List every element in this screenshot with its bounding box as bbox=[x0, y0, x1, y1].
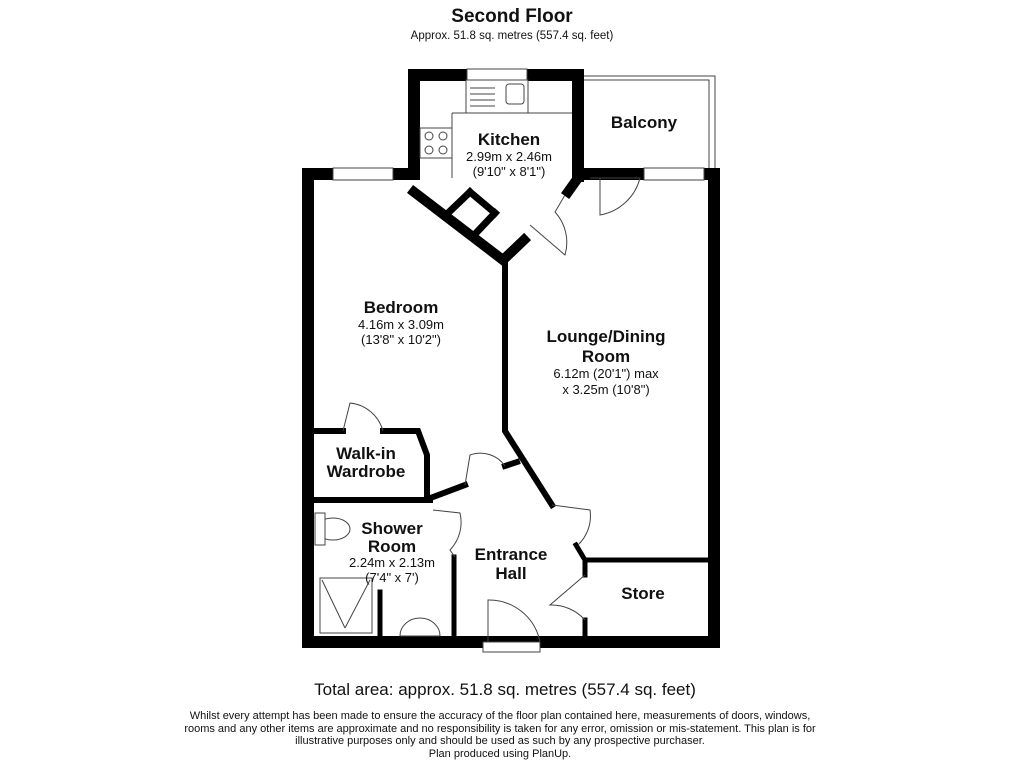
disclaimer-line: rooms and any other items are approximate and no responsibility is taken for any error, omission or mis-statement. This plan is for bbox=[184, 722, 816, 735]
disclaimer-line: illustrative purposes only and should be used as such by any prospective purchaser. bbox=[295, 735, 705, 747]
lounge-label-1: Lounge/Dining bbox=[546, 327, 666, 346]
kitchen-dim-ft: (9'10" x 8'1") bbox=[472, 164, 546, 179]
shower-label-2: Room bbox=[367, 537, 417, 556]
wardrobe-label-1: Walk-in bbox=[336, 444, 396, 463]
lounge-dim-1: 6.12m (20'1") max bbox=[553, 366, 659, 381]
bedroom-dim-m: 4.16m x 3.09m bbox=[358, 317, 444, 332]
floor-area-subtitle: Approx. 51.8 sq. metres (557.4 sq. feet) bbox=[410, 30, 614, 42]
bedroom-label: Bedroom bbox=[363, 298, 439, 317]
disclaimer bbox=[150, 710, 850, 760]
total-area: Total area: approx. 51.8 sq. metres (557.4 sq. feet) bbox=[314, 680, 696, 699]
lounge-dim-2: x 3.25m (10'8") bbox=[562, 382, 650, 397]
balcony-label: Balcony bbox=[610, 113, 678, 132]
disclaimer-line: Plan produced using PlanUp. bbox=[428, 747, 572, 760]
wardrobe-label-2: Wardrobe bbox=[326, 462, 406, 481]
store-label: Store bbox=[621, 584, 665, 603]
hall-label-2: Hall bbox=[495, 564, 527, 583]
disclaimer-line: Whilst every attempt has been made to ensure the accuracy of the floor plan contained here, measurements of doors, windows, bbox=[189, 710, 811, 722]
hall-label-1: Entrance bbox=[474, 545, 548, 564]
lounge-label-2: Room bbox=[581, 347, 631, 366]
shower-dim-ft: (7'4" x 7') bbox=[365, 570, 419, 585]
floor-title: Second Floor bbox=[451, 6, 573, 27]
kitchen-dim-m: 2.99m x 2.46m bbox=[466, 149, 552, 164]
shower-label-1: Shower bbox=[361, 519, 423, 538]
kitchen-label: Kitchen bbox=[477, 130, 541, 149]
shower-dim-m: 2.24m x 2.13m bbox=[349, 555, 435, 570]
bedroom-dim-ft: (13'8" x 10'2") bbox=[361, 332, 441, 347]
